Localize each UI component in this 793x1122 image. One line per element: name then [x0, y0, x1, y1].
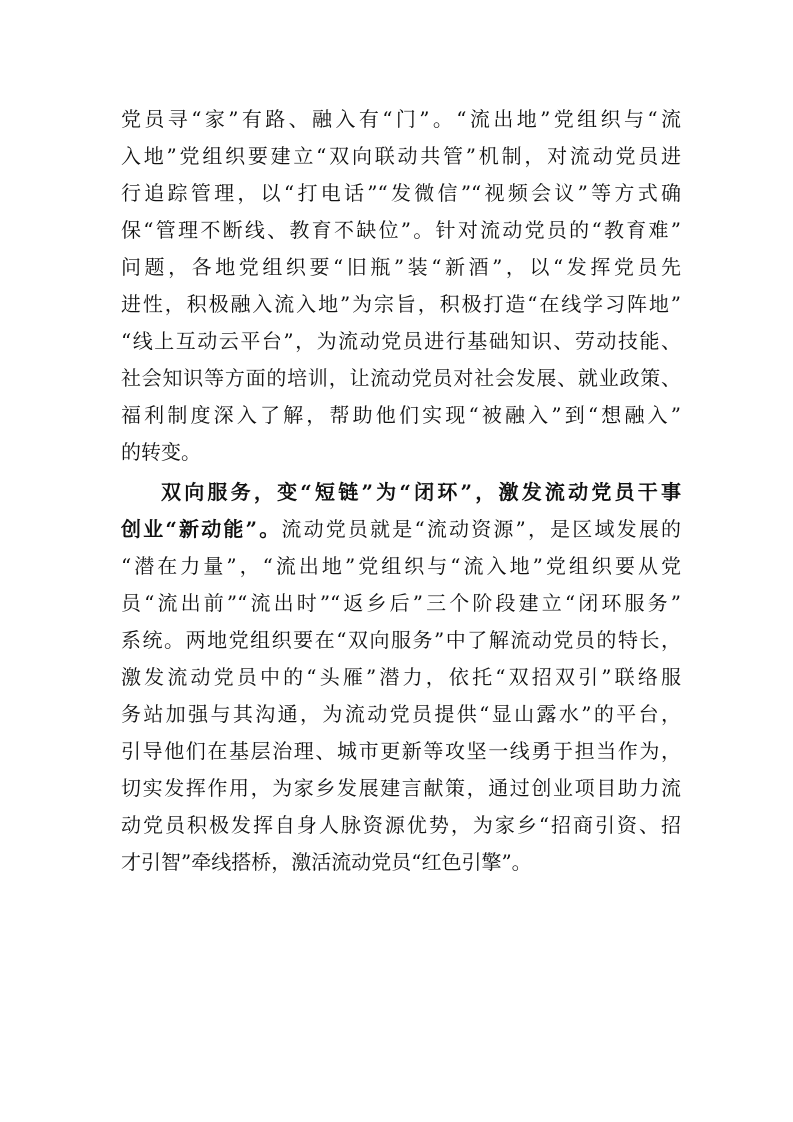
paragraph-line: 切实发挥作用，为家乡发展建言献策，通过创业项目助力流 [121, 776, 681, 800]
paragraph-line: 务站加强与其沟通，为流动党员提供“显山露水”的平台， [121, 702, 681, 726]
paragraph-line: 员“流出前”“流出时”“返乡后”三个阶段建立“闭环服务” [121, 591, 681, 615]
paragraph-line: 社会知识等方面的培训，让流动党员对社会发展、就业政策、 [121, 366, 681, 390]
paragraph-line: “线上互动云平台”，为流动党员进行基础知识、劳动技能、 [121, 329, 681, 353]
paragraph-line: 系统。两地党组织要在“双向服务”中了解流动党员的特长， [121, 628, 681, 652]
paragraph-text: 流动党员就是“流动资源”，是区域发展的 [281, 517, 681, 541]
paragraph-line: 进性，积极融入流入地”为宗旨，积极打造“在线学习阵地” [121, 292, 681, 316]
paragraph-line: 引导他们在基层治理、城市更新等攻坚一线勇于担当作为， [121, 739, 681, 763]
paragraph-line: 激发流动党员中的“头雁”潜力，依托“双招双引”联络服 [121, 665, 681, 689]
paragraph-line: 动党员积极发挥自身人脉资源优势，为家乡“招商引资、招 [121, 813, 681, 837]
section-heading-end: 创业“新动能”。 [121, 517, 282, 541]
paragraph-line: 福利制度深入了解，帮助他们实现“被融入”到“想融入” [121, 403, 681, 427]
paragraph-line: “潜在力量”，“流出地”党组织与“流入地”党组织要从党 [121, 554, 681, 578]
paragraph-line: 问题，各地党组织要“旧瓶”装“新酒”，以“发挥党员先 [121, 255, 681, 279]
paragraph-line: 入地”党组织要建立“双向联动共管”机制，对流动党员进 [121, 144, 681, 168]
section-heading: 双向服务，变“短链”为“闭环”，激发流动党员干事 [161, 480, 681, 504]
paragraph-line: 党员寻“家”有路、融入有“门”。“流出地”党组织与“流 [121, 107, 681, 131]
paragraph-line: 保“管理不断线、教育不缺位”。针对流动党员的“教育难” [121, 218, 681, 242]
paragraph-line: 才引智”牵线搭桥，激活流动党员“红色引擎”。 [121, 850, 532, 874]
paragraph-line: 行追踪管理，以“打电话”“发微信”“视频会议”等方式确 [121, 181, 681, 205]
paragraph-line [121, 514, 681, 544]
paragraph-line: 的转变。 [121, 440, 201, 464]
